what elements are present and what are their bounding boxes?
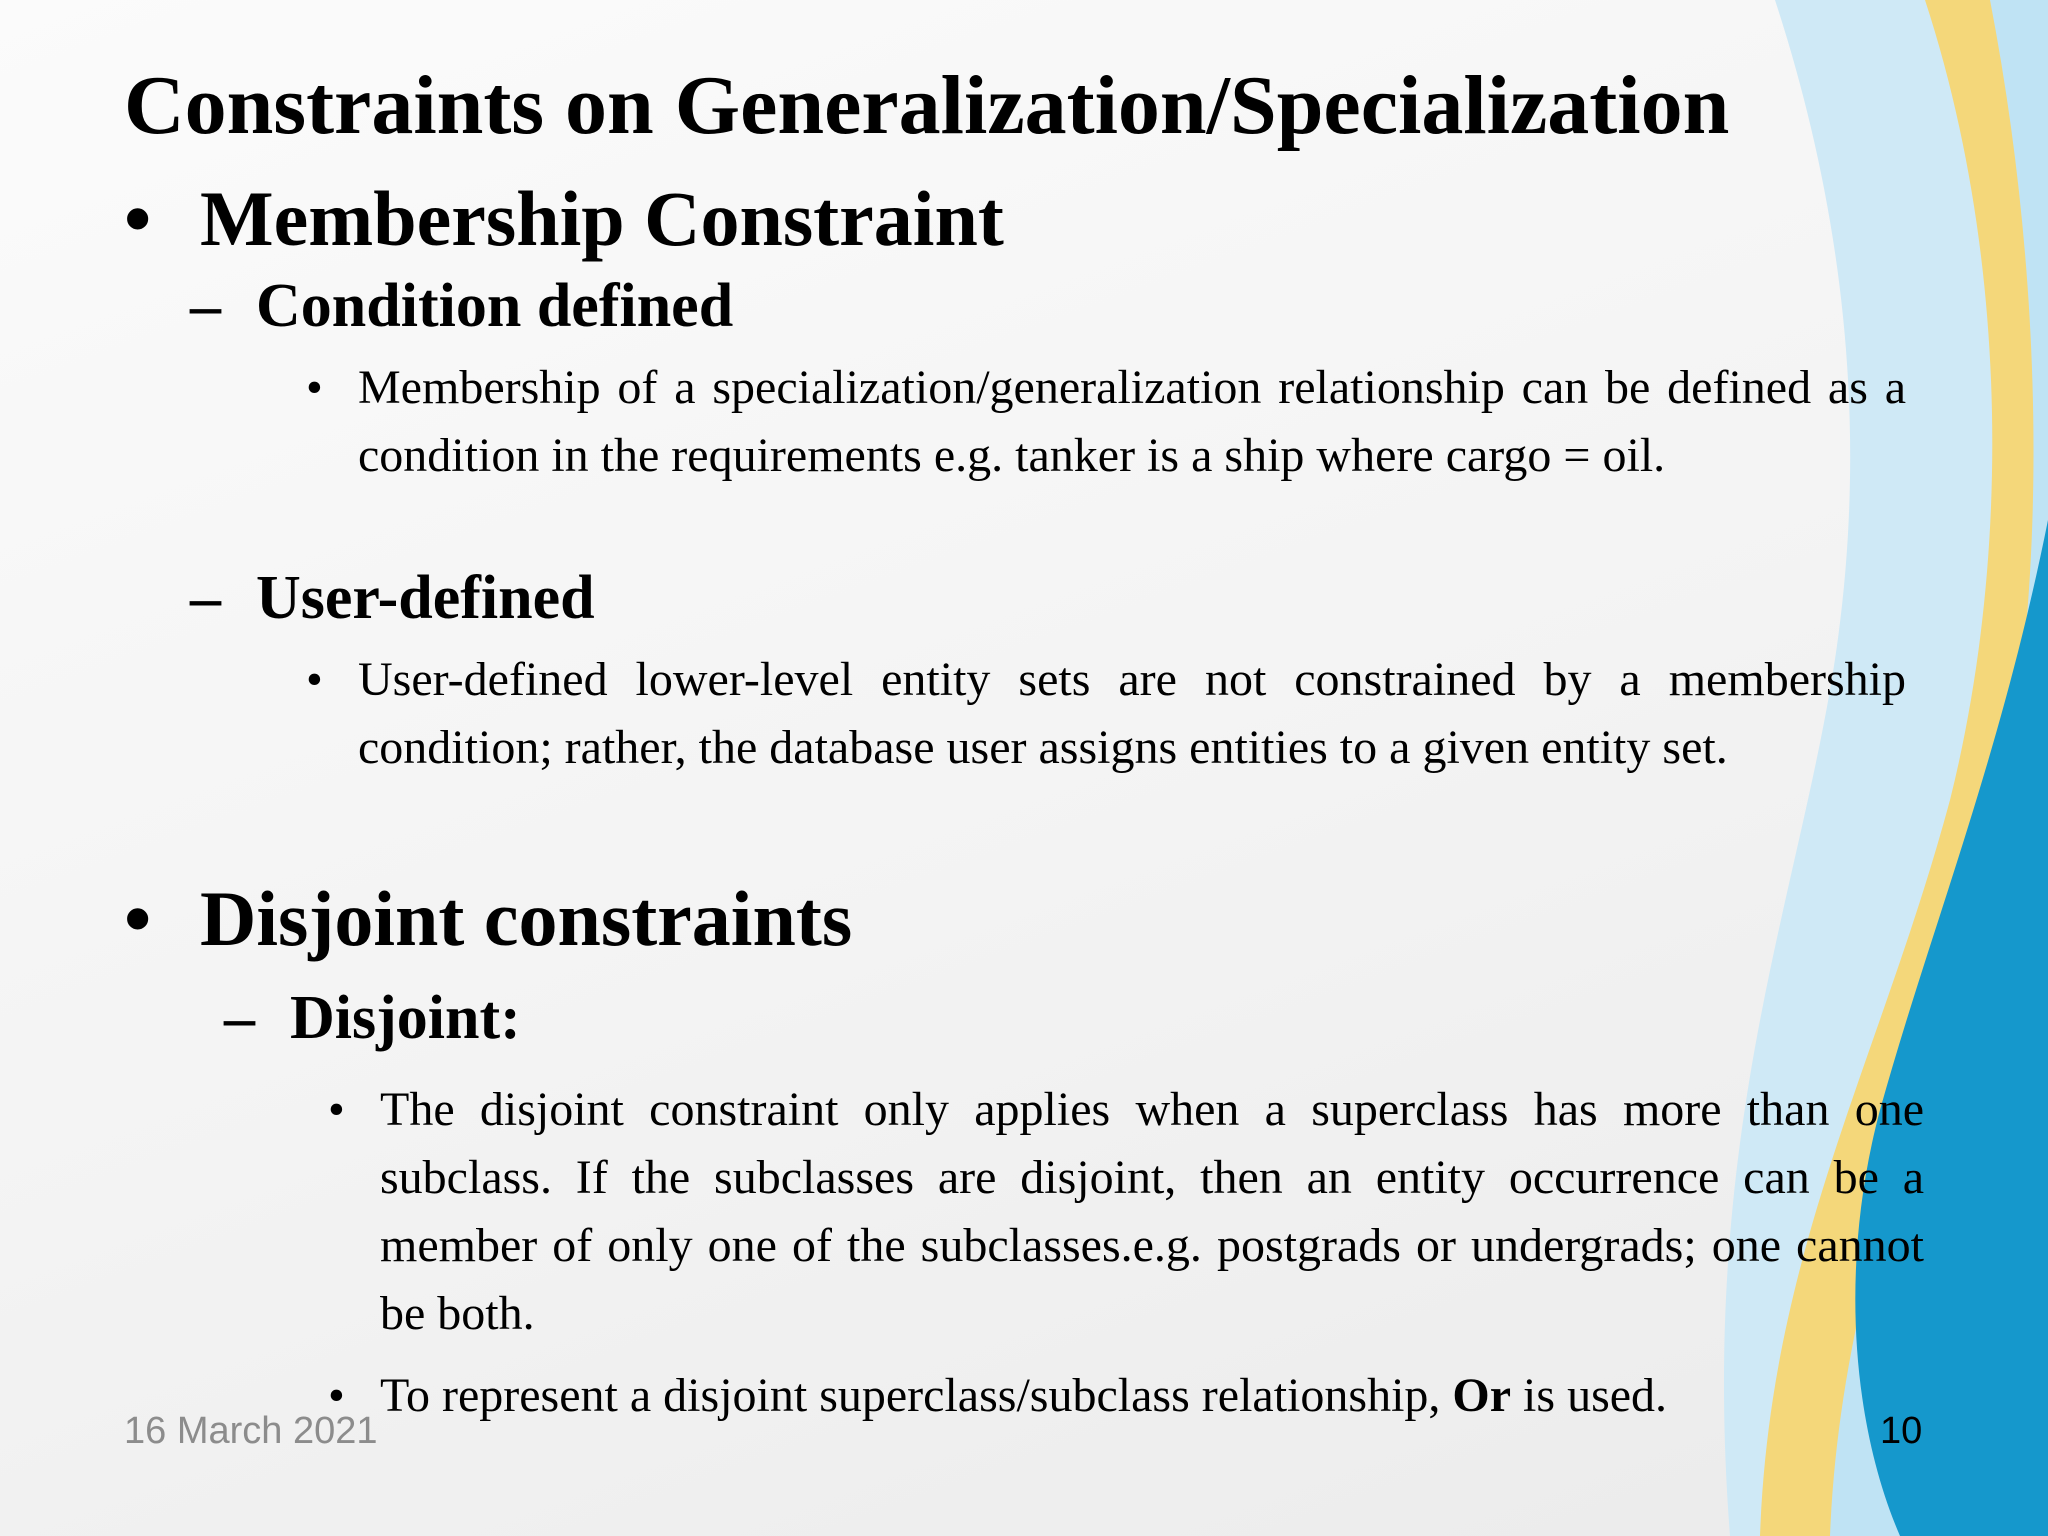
point-bullet: • bbox=[328, 1369, 345, 1422]
point-or-text-before: To represent a disjoint superclass/subclass relationship, bbox=[380, 1369, 1453, 1422]
subsection-heading-disjoint: Disjoint: bbox=[290, 984, 521, 1052]
slide-title: Constraints on Generalization/Specialization bbox=[124, 59, 1730, 152]
subsection-dash: – bbox=[190, 564, 221, 632]
section-heading-membership-constraint: Membership Constraint bbox=[200, 175, 1004, 262]
point-bullet: • bbox=[306, 361, 323, 414]
section-bullet: • bbox=[124, 175, 152, 262]
section-bullet: • bbox=[124, 875, 152, 962]
point-or-text-after: is used. bbox=[1511, 1369, 1668, 1422]
point-or-keyword: Or bbox=[1452, 1369, 1512, 1422]
subsection-heading-condition-defined: Condition defined bbox=[256, 272, 734, 340]
subsection-heading-user-defined: User-defined bbox=[256, 564, 595, 632]
point-bullet: • bbox=[306, 653, 323, 706]
point-bullet: • bbox=[328, 1083, 345, 1136]
point-disjoint-text: The disjoint constraint only applies when a superclass has more than one subclass. If the subclasses are disjoint, then an entity occurrence can be a member of only one of the subclasses.e.g. postgrads or undergrads; one cannot be both. bbox=[380, 1083, 1924, 1340]
point-or-representation bbox=[380, 1362, 1667, 1430]
section-heading-disjoint-constraints: Disjoint constraints bbox=[200, 875, 853, 962]
slide-number: 10 bbox=[1880, 1410, 1923, 1452]
point-user-defined-text: User-defined lower-level entity sets are not constrained by a membership condition; rather, the database user assigns entities to a given entity set. bbox=[358, 653, 1906, 774]
footer-date: 16 March 2021 bbox=[124, 1410, 378, 1452]
point-condition-defined-text: Membership of a specialization/generalization relationship can be defined as a condition in the requirements e.g. tanker is a ship where cargo = oil. bbox=[358, 361, 1906, 482]
subsection-dash: – bbox=[190, 272, 221, 340]
subsection-dash: – bbox=[224, 984, 255, 1052]
